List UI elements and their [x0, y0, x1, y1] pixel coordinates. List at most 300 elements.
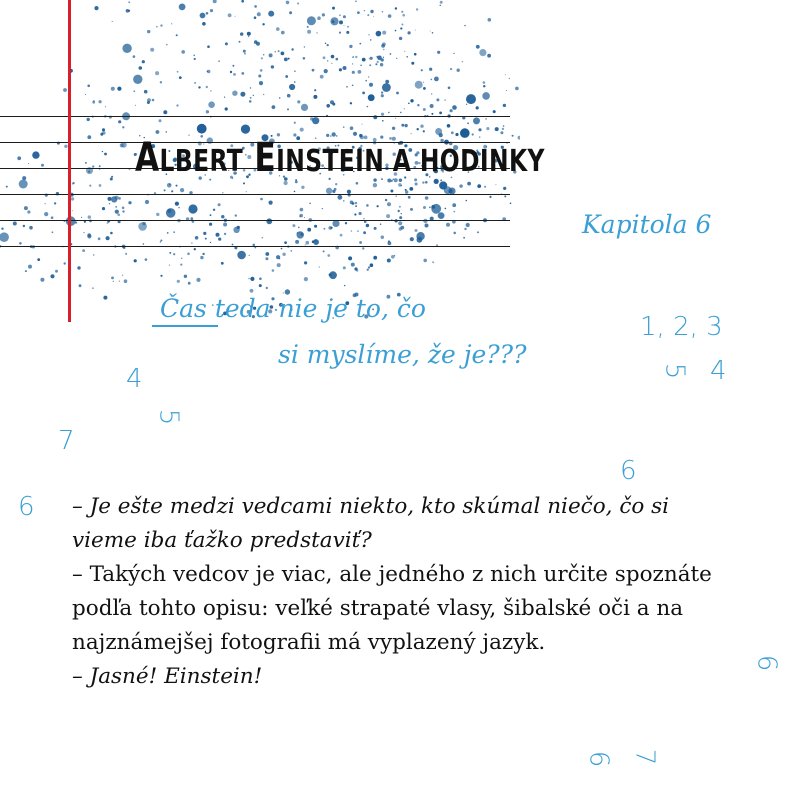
ruled-line: [0, 220, 510, 221]
ink-drop: [260, 198, 263, 201]
ink-drop: [425, 224, 429, 228]
ink-drop: [377, 205, 379, 207]
ink-drop: [300, 128, 304, 132]
ink-drop: [323, 228, 325, 230]
ink-drop: [327, 44, 329, 46]
ink-drop: [258, 75, 261, 78]
ink-drop: [169, 184, 171, 186]
ink-drop: [359, 43, 361, 45]
handwritten-note-line2: si myslíme, že je???: [278, 340, 527, 369]
ink-drop: [467, 182, 471, 186]
ink-drop: [366, 204, 369, 207]
ink-drop: [218, 238, 221, 241]
ink-drop: [440, 5, 441, 6]
ink-drop: [450, 109, 453, 112]
ink-drop: [207, 71, 209, 73]
ink-drop: [503, 104, 506, 107]
ink-drop: [29, 226, 33, 230]
ink-drop: [160, 275, 162, 277]
chapter-label: Kapitola 6: [582, 210, 712, 239]
ink-drop: [241, 72, 244, 75]
ink-drop: [495, 127, 499, 131]
ink-drop: [388, 14, 392, 18]
ink-drop: [425, 181, 428, 184]
ink-drop: [82, 249, 85, 252]
ink-drop: [367, 106, 369, 108]
ink-drop: [239, 41, 241, 43]
ink-drop: [243, 50, 246, 53]
ink-drop: [135, 105, 136, 106]
ink-drop: [425, 196, 429, 200]
ink-drop: [269, 201, 273, 205]
ink-drop: [411, 62, 414, 65]
ink-drop: [339, 31, 341, 33]
ink-drop: [159, 119, 162, 122]
ink-drop: [171, 190, 173, 192]
ink-drop: [313, 95, 317, 99]
ink-drop: [430, 104, 434, 108]
ink-drop: [343, 66, 347, 70]
ink-drop: [366, 224, 369, 227]
ink-drop: [122, 210, 124, 212]
ink-drop: [370, 263, 374, 267]
ink-drop: [455, 133, 458, 136]
ink-drop: [411, 133, 412, 134]
number-4: 4: [710, 356, 727, 386]
ink-drop: [332, 132, 336, 136]
ink-drop: [483, 81, 486, 84]
ink-drop: [394, 255, 395, 256]
ink-drop: [202, 22, 206, 26]
ink-drop: [87, 85, 90, 88]
ink-drop: [260, 69, 263, 72]
ink-drop: [1, 228, 3, 230]
ink-drop: [400, 112, 402, 114]
ink-drop: [374, 227, 377, 230]
ink-drop: [134, 259, 137, 262]
ink-drop: [388, 240, 390, 242]
ink-drop: [399, 206, 401, 208]
ink-drop: [156, 130, 160, 134]
ink-drop: [295, 179, 297, 181]
ink-drop: [417, 128, 419, 130]
ink-drop: [339, 14, 341, 16]
ink-drop: [380, 224, 381, 225]
ink-drop: [92, 287, 94, 289]
ink-drop: [422, 181, 424, 183]
ink-drop: [143, 243, 145, 245]
ink-drop: [285, 75, 288, 78]
ink-drop: [448, 87, 451, 90]
ink-drop: [466, 200, 468, 202]
ink-drop: [169, 252, 171, 254]
ink-drop: [279, 97, 281, 99]
ink-drop: [41, 164, 44, 167]
ink-drop: [259, 277, 262, 280]
ink-drop: [385, 199, 387, 201]
ink-drop: [177, 280, 180, 283]
ink-drop: [450, 68, 452, 70]
ink-drop: [354, 213, 356, 215]
ink-drop: [63, 88, 67, 92]
ink-drop: [503, 125, 505, 127]
ink-drop: [181, 258, 182, 259]
ink-drop: [502, 128, 504, 130]
ink-drop: [292, 224, 295, 227]
ink-drop: [402, 14, 405, 17]
ink-drop: [241, 125, 250, 134]
ink-drop: [0, 232, 9, 242]
ink-drop: [312, 117, 319, 124]
ink-drop: [336, 58, 339, 61]
ink-drop: [451, 131, 454, 134]
ink-drop: [202, 253, 204, 255]
ink-drop: [218, 203, 221, 206]
ink-drop: [387, 202, 391, 206]
ink-drop: [431, 204, 441, 214]
ink-drop: [266, 287, 268, 289]
ink-drop: [160, 240, 162, 242]
ink-drop: [118, 197, 121, 200]
ink-drop: [401, 24, 403, 26]
ink-drop: [243, 182, 245, 184]
rotated-number-6: 6: [751, 654, 782, 672]
ink-drop: [326, 134, 329, 137]
ink-drop: [466, 94, 476, 104]
ink-drop: [332, 7, 335, 10]
ink-drop: [331, 63, 332, 64]
ink-drop: [233, 227, 239, 233]
ink-drop: [306, 241, 310, 245]
ink-drop: [179, 76, 182, 79]
ink-drop: [210, 90, 211, 91]
ink-drop: [281, 248, 283, 250]
ink-drop: [367, 14, 369, 16]
ink-drop: [323, 56, 326, 59]
ink-drop: [87, 135, 91, 139]
ink-drop: [197, 124, 207, 134]
ink-drop: [478, 128, 481, 131]
ink-drop: [314, 239, 317, 242]
ink-drop: [294, 70, 296, 72]
ink-drop: [398, 210, 400, 212]
ink-drop: [85, 162, 87, 164]
ink-drop: [147, 98, 151, 102]
ink-drop: [396, 58, 397, 59]
ink-drop: [6, 186, 8, 188]
ink-drop: [363, 231, 366, 234]
ink-drop: [414, 53, 417, 56]
ink-drop: [356, 182, 359, 185]
ink-drop: [431, 79, 433, 81]
ink-drop: [287, 94, 291, 98]
ink-drop: [343, 266, 346, 269]
ink-drop: [23, 225, 25, 227]
ink-drop: [301, 104, 308, 111]
ink-drop: [188, 135, 189, 136]
ink-drop: [439, 181, 447, 189]
ink-drop: [237, 251, 246, 260]
ink-drop: [156, 213, 159, 216]
ink-drop: [440, 1, 443, 4]
ink-drop: [206, 86, 208, 88]
ink-drop: [399, 179, 402, 182]
ink-drop: [269, 53, 273, 57]
ink-drop: [110, 178, 113, 181]
ink-drop: [423, 206, 426, 209]
ink-drop: [343, 200, 344, 201]
handwritten-underline: [152, 325, 218, 327]
ink-drop: [483, 85, 485, 87]
ink-drop: [111, 176, 113, 178]
ink-drop: [345, 222, 347, 224]
ink-drop: [246, 191, 247, 192]
ink-drop: [307, 16, 316, 25]
ink-drop: [294, 191, 296, 193]
ink-drop: [464, 228, 466, 230]
ink-drop: [233, 73, 236, 76]
ink-drop: [446, 223, 450, 227]
ink-drop: [355, 202, 358, 205]
ink-drop: [164, 189, 166, 191]
ink-drop: [294, 122, 296, 124]
ink-drop: [235, 214, 237, 216]
ink-drop: [235, 16, 236, 17]
number-6: 6: [18, 492, 35, 522]
ink-drop: [462, 61, 463, 62]
ink-drop: [370, 10, 373, 13]
ink-drop: [444, 99, 446, 101]
ink-drop: [152, 99, 155, 102]
dialogue-answer: – Takých vedcov je viac, ale jedného z nich určite spoznáte podľa tohto opisu: veľké strapaté vlasy, šibalské oči a na najznámejšej fotografii má vyplazený jazyk.: [72, 562, 712, 655]
ink-drop: [122, 44, 131, 53]
ink-drop: [194, 58, 196, 60]
ink-drop: [408, 103, 410, 105]
ink-drop: [432, 261, 434, 263]
ink-drop: [331, 55, 333, 57]
ink-drop: [24, 206, 28, 210]
ink-drop: [512, 135, 514, 137]
ink-drop: [381, 58, 384, 61]
ink-drop: [500, 131, 503, 134]
ink-drop: [83, 232, 84, 233]
ink-drop: [439, 112, 442, 115]
ink-drop: [399, 216, 402, 219]
ink-drop: [181, 50, 185, 54]
ink-drop: [232, 65, 234, 67]
ink-drop: [206, 12, 209, 15]
ink-drop: [224, 97, 225, 98]
ink-drop: [409, 187, 413, 191]
ink-drop: [338, 195, 343, 200]
ink-drop: [87, 118, 90, 121]
ink-drop: [319, 266, 320, 267]
ink-drop: [307, 26, 309, 28]
ink-drop: [309, 203, 311, 205]
ink-drop: [370, 57, 373, 60]
ink-drop: [322, 13, 325, 16]
ink-drop: [256, 42, 260, 46]
ink-drop: [32, 151, 39, 158]
ink-drop: [124, 279, 128, 283]
ink-drop: [142, 60, 145, 63]
ink-drop: [225, 42, 228, 45]
ink-drop: [111, 196, 117, 202]
ink-drop: [431, 113, 433, 115]
ink-drop: [349, 45, 352, 48]
ink-drop: [254, 5, 257, 8]
ink-drop: [188, 204, 197, 213]
ink-drop: [110, 232, 113, 235]
ink-drop: [263, 94, 264, 95]
ink-drop: [99, 184, 102, 187]
ink-drop: [325, 43, 326, 44]
number-sequence: 1, 2, 3: [640, 312, 723, 342]
ink-drop: [410, 99, 413, 102]
ink-drop: [400, 27, 402, 29]
ink-drop: [367, 269, 369, 271]
ink-drop: [327, 60, 328, 61]
ink-drop: [401, 185, 403, 187]
ink-drop: [210, 214, 212, 216]
ink-drop: [272, 105, 276, 109]
rotated-number-5: 5: [153, 408, 184, 426]
ink-drop: [205, 238, 207, 240]
ink-drop: [118, 120, 121, 123]
ink-drop: [369, 83, 373, 87]
ink-drop: [112, 21, 113, 22]
ink-drop: [477, 231, 479, 233]
ink-drop: [218, 60, 220, 62]
ink-drop: [423, 82, 424, 83]
ink-drop: [134, 90, 136, 92]
ink-drop: [249, 100, 252, 103]
ink-drop: [206, 110, 209, 113]
handwritten-note-line1: Čas teda nie je to, čo: [160, 294, 426, 323]
ink-drop: [314, 89, 316, 91]
ink-drop: [347, 26, 349, 28]
chapter-title: ALBERT EINSTEIN A HODINKY: [135, 135, 545, 181]
ink-drop: [144, 90, 148, 94]
ink-drop: [352, 71, 355, 74]
ink-drop: [304, 261, 307, 264]
ink-drop: [476, 45, 480, 49]
ink-drop: [352, 85, 354, 87]
ink-drop: [150, 48, 154, 52]
ink-drop: [289, 11, 292, 14]
ink-drop: [493, 110, 496, 113]
ink-drop: [429, 207, 431, 209]
ink-drop: [147, 30, 150, 33]
ink-drop: [353, 132, 357, 136]
ink-drop: [404, 124, 407, 127]
ink-drop: [166, 208, 176, 218]
ink-drop: [173, 231, 175, 233]
ink-drop: [196, 278, 200, 282]
ink-drop: [87, 234, 91, 238]
ink-drop: [410, 237, 414, 241]
ink-drop: [72, 210, 73, 211]
ink-drop: [301, 186, 304, 189]
ink-drop: [19, 180, 28, 189]
ink-drop: [368, 266, 370, 268]
ink-drop: [486, 127, 489, 130]
ink-drop: [188, 282, 191, 285]
ink-drop: [28, 265, 32, 269]
ink-drop: [213, 209, 215, 211]
ink-drop: [381, 44, 385, 48]
ink-drop: [401, 11, 403, 13]
ink-drop: [416, 8, 418, 10]
ink-drop: [307, 30, 311, 34]
ink-drop: [423, 108, 426, 111]
ink-drop: [328, 226, 332, 230]
ink-drop: [99, 165, 101, 167]
ink-drop: [329, 273, 332, 276]
ink-drop: [351, 230, 353, 232]
ink-drop: [452, 105, 457, 110]
ink-drop: [434, 179, 439, 184]
ink-drop: [128, 1, 130, 3]
ink-drop: [398, 221, 402, 225]
ink-drop: [381, 94, 384, 97]
ruled-line: [0, 194, 510, 195]
ink-drop: [390, 53, 392, 55]
ink-drop: [248, 278, 250, 280]
ink-drop: [98, 237, 101, 240]
ink-drop: [225, 107, 228, 110]
ink-drop: [163, 110, 167, 114]
ink-drop: [376, 31, 382, 37]
ink-drop: [262, 237, 264, 239]
ink-drop: [173, 253, 175, 255]
ink-drop: [304, 46, 305, 47]
ink-drop: [84, 221, 86, 223]
ink-drop: [249, 255, 250, 256]
ink-drop: [485, 118, 486, 119]
ink-drop: [369, 58, 370, 59]
ink-drop: [382, 120, 384, 122]
ink-drop: [488, 18, 492, 22]
ink-drop: [71, 197, 74, 200]
ink-drop: [50, 274, 54, 278]
ink-drop: [228, 13, 232, 17]
ink-drop: [125, 253, 127, 255]
ink-drop: [167, 183, 172, 188]
ink-drop: [105, 106, 106, 107]
ink-drop: [89, 185, 91, 187]
ink-drop: [187, 253, 190, 256]
ink-drop: [126, 9, 130, 13]
ink-drop: [326, 104, 330, 108]
ink-drop: [223, 223, 227, 227]
ink-drop: [457, 69, 460, 72]
ink-drop: [375, 63, 377, 65]
ink-drop: [330, 17, 338, 25]
ink-drop: [171, 23, 172, 24]
ink-drop: [102, 151, 103, 152]
ink-drop: [259, 81, 263, 85]
ink-drop: [104, 153, 107, 156]
ink-drop: [395, 118, 396, 119]
ink-drop: [85, 94, 86, 95]
ink-drop: [382, 31, 386, 35]
ink-drop: [216, 233, 220, 237]
ink-drop: [436, 98, 439, 101]
ink-drop: [28, 163, 29, 164]
ink-drop: [437, 51, 440, 54]
ink-drop: [122, 207, 125, 210]
